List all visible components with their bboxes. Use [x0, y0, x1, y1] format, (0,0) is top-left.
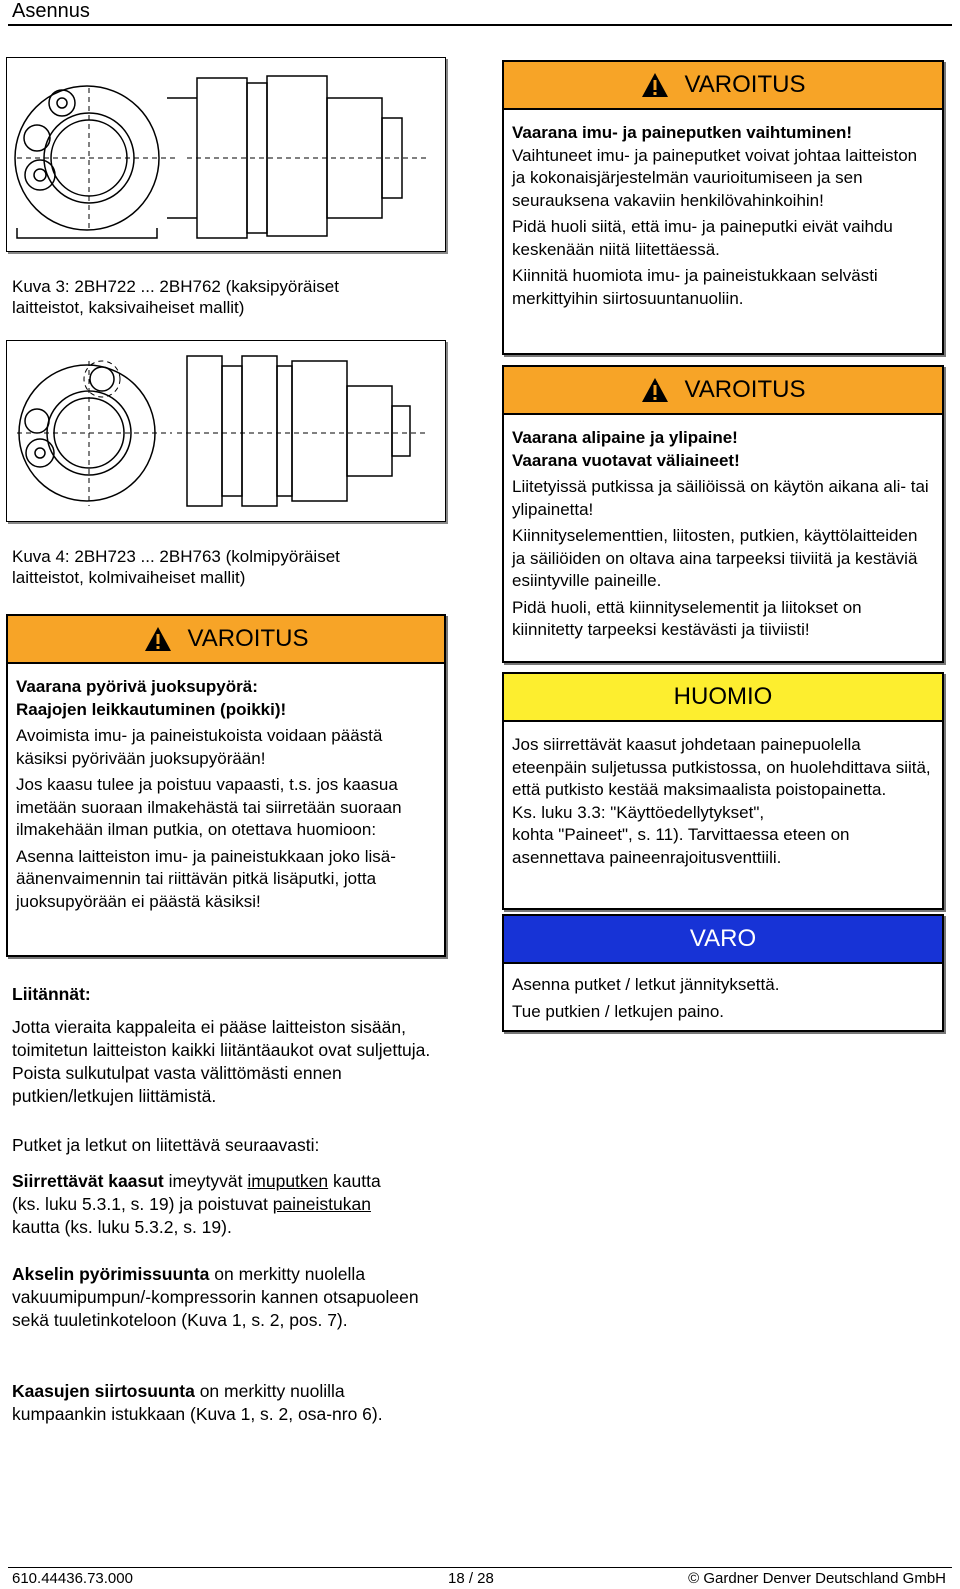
footer-page-number: 18 / 28 — [448, 1570, 494, 1587]
header-rule — [8, 24, 952, 26]
notice-header — [504, 674, 942, 722]
notice-label: HUOMIO — [673, 683, 773, 710]
warning-box-pipes — [502, 60, 944, 355]
warning-hazard: Vaarana alipaine ja ylipaine! — [512, 428, 738, 447]
pressure-port-link: paineistukan — [272, 1194, 371, 1214]
warning-label: VAROITUS — [187, 625, 309, 652]
footer-doc-number: 610.44436.73.000 — [12, 1570, 133, 1587]
connections-intro: Jotta vieraita kappaleita ei pääse laitteiston sisään, toimitetun laitteiston kaikki liitäntäaukot ovat suljettuja. Poista sulkutulpat vasta välittömästi ennen putkien/letkujen liittämistä. — [12, 1017, 431, 1106]
warning-header — [504, 367, 942, 415]
warning-label: VAROITUS — [684, 376, 806, 403]
warning-text-1: Vaihtuneet imu- ja paineputket voivat johtaa laitteiston ja kokonaisjärjestelmän vaurioitumiseen ja sen seurauksena vakaviin henkilövahinkoihin! — [512, 145, 918, 210]
warning-triangle-icon — [144, 625, 172, 653]
warning-box-pressure — [502, 365, 944, 663]
page-header-title: Asennus — [12, 0, 90, 22]
caution-text-2: Tue putkien / letkujen paino. — [512, 1001, 725, 1021]
warning-triangle-icon — [641, 376, 669, 404]
shaft-text: on merkitty nuolella vakuumipumpun/-kompressorin kannen otsapuoleen sekä tuuletinkoteloon (Kuva 1, s. 2, pos. 7). — [12, 1264, 419, 1330]
warning-header — [504, 62, 942, 110]
warning-header — [8, 616, 444, 664]
caution-box — [502, 914, 944, 1032]
flow-text: on merkitty nuolilla kumpaankin istukkaan (Kuva 1, s. 2, osa-nro 6). — [12, 1381, 383, 1424]
figure-3-caption: Kuva 3: 2BH722 ... 2BH762 (kaksipyöräiset laitteistot, kaksivaiheiset mallit) — [12, 277, 339, 317]
connections-shaft — [12, 1263, 437, 1332]
warning-hazard-2: Vaarana vuotavat väliaineet! — [512, 450, 740, 470]
warning-box-impeller — [6, 614, 446, 957]
warning-text-2: Pidä huoli siitä, että imu- ja paineputki eivät vaihdu keskenään niitä liitettäessä. — [512, 217, 893, 259]
blower-two-stage-drawing — [7, 58, 445, 251]
warning-triangle-icon — [641, 71, 669, 99]
flow-term: Kaasujen siirtosuunta — [12, 1381, 195, 1401]
notice-text-2: Ks. luku 3.3: "Käyttöedellytykset", — [512, 802, 765, 822]
caution-text-1: Asenna putket / letkut jännityksettä. — [512, 975, 780, 994]
gas-flow-text-3: kautta (ks. luku 5.3.2, s. 19). — [12, 1217, 232, 1237]
blower-three-stage-drawing — [7, 341, 445, 521]
caution-header — [504, 916, 942, 964]
connections-heading: Liitännät: — [12, 984, 91, 1004]
warning-text-2: Jos kaasu tulee ja poistuu vapaasti, t.s. jos kaasua imetään suoraan ilmakehästä tai siirretään suoraan ilmakehään ilman putkia, on otettava huomioon: — [16, 775, 402, 839]
figure-3-drawing — [6, 57, 446, 252]
connections-gas-flow — [12, 1170, 402, 1239]
suction-pipe-link: imuputken — [247, 1171, 329, 1191]
warning-text-2: Kiinnityselementtien, liitosten, putkien, käyttölaitteiden ja säiliöiden on oltava aina tarpeeksi tiiviitä ja kestäviä esiintyville paineille. — [512, 526, 918, 590]
caution-label: VARO — [689, 925, 757, 952]
warning-label: VAROITUS — [684, 71, 806, 98]
notice-text-1: Jos siirrettävät kaasut johdetaan painepuolella eteenpäin suljetussa putkistossa, on huolehdittava siitä, että putkisto kestää maksimaalista poistopainetta. — [512, 735, 931, 799]
shaft-term: Akselin pyörimissuunta — [12, 1264, 210, 1284]
warning-text-1: Avoimista imu- ja paineistukoista voidaan päästä käsiksi pyörivään juoksupyörään! — [16, 726, 383, 768]
gas-flow-term: Siirrettävät kaasut — [12, 1171, 164, 1191]
connections-how: Putket ja letkut on liitettävä seuraavasti: — [12, 1135, 320, 1155]
warning-text-3: Asenna laitteiston imu- ja paineistukkaan joko lisä-äänenvaimennin tai riittävän pitkä lisäputki, jotta juoksupyörään ei päästä käsiksi! — [16, 846, 396, 911]
footer-copyright: © Gardner Denver Deutschland GmbH — [688, 1570, 946, 1587]
warning-text-3: Pidä huoli, että kiinnityselementit ja liitokset on kiinnitetty tarpeeksi kestävästi ja tiiviisti! — [512, 597, 862, 639]
gas-flow-text: imeytyvät — [163, 1171, 248, 1191]
warning-text-1: Liitetyissä putkissa ja säiliöissä on käytön aikana ali- tai ylipainetta! — [512, 477, 929, 519]
figure-4-caption: Kuva 4: 2BH723 ... 2BH763 (kolmipyöräiset laitteistot, kolmivaiheiset mallit) — [12, 547, 340, 587]
gas-flow-text-2: kautta (ks. luku 5.3.1, s. 19) ja poistuvat — [12, 1171, 381, 1214]
warning-text-3: Kiinnitä huomiota imu- ja paineistukkaan selvästi merkittyihin siirtosuuntanuoliin. — [512, 266, 878, 308]
notice-text-3: kohta "Paineet", s. 11). Tarvittaessa eteen on asennettava paineenrajoitusventtiili. — [512, 825, 850, 867]
connections-flow-direction — [12, 1380, 407, 1426]
warning-hazard: Vaarana imu- ja paineputken vaihtuminen! — [512, 123, 853, 142]
warning-hazard: Vaarana pyörivä juoksupyörä: — [16, 677, 258, 696]
footer-rule — [8, 1567, 952, 1568]
figure-4-drawing — [6, 340, 446, 522]
notice-box — [502, 672, 944, 910]
warning-consequence: Raajojen leikkautuminen (poikki)! — [16, 699, 287, 719]
